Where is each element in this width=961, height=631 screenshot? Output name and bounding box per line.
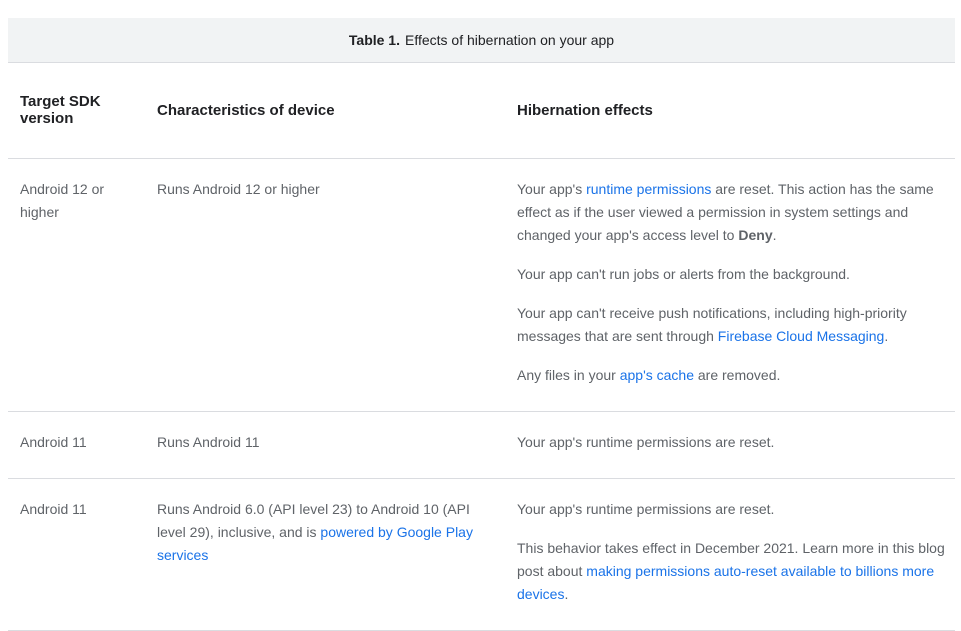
text-segment: This behavior takes effect in December 2021. Learn more in this blog post about: [517, 539, 945, 579]
link-runtime-permissions[interactable]: runtime permissions: [586, 180, 712, 197]
column-header-target-sdk-version: Target SDK version: [8, 63, 145, 158]
cell-characteristics-of-device: [145, 478, 505, 630]
paragraph: [20, 431, 133, 454]
text-segment: Your app can't receive push notifications, including high-priority messages that are sent through: [517, 304, 907, 344]
docs-page: [8, 18, 955, 631]
paragraph: [20, 178, 133, 224]
cell-hibernation-effects: [505, 478, 955, 630]
paragraph: [157, 431, 493, 454]
text-segment: Your app's runtime permissions are reset.: [517, 433, 775, 450]
text-segment: .: [772, 226, 777, 243]
cell-characteristics-of-device: [145, 411, 505, 478]
text-segment: Android 11: [20, 500, 87, 517]
table-row: [8, 158, 955, 411]
cell-target-sdk-version: [8, 478, 145, 630]
text-segment: Any files in your: [517, 366, 620, 383]
text-segment: Your app's: [517, 180, 587, 197]
paragraph: [157, 178, 493, 201]
hibernation-effects-table: [8, 63, 955, 631]
cell-characteristics-of-device: [145, 158, 505, 411]
table-row: [8, 478, 955, 630]
paragraph: [517, 537, 947, 606]
text-segment: Runs Android 6.0 (API level 23) to Android 10 (API level 29), inclusive, and is: [157, 500, 470, 540]
paragraph: [517, 302, 947, 348]
text-segment: .: [884, 327, 889, 344]
cell-target-sdk-version: [8, 158, 145, 411]
table-caption-number: Table 1.: [348, 32, 400, 48]
link-app-s-cache[interactable]: app's cache: [619, 366, 694, 383]
text-segment: Your app's runtime permissions are reset.: [517, 500, 775, 517]
text-segment: Runs Android 11: [157, 433, 260, 450]
table-caption-text: Effects of hibernation on your app: [404, 32, 615, 48]
cell-hibernation-effects: [505, 158, 955, 411]
table-caption: [8, 18, 955, 63]
text-segment: .: [564, 585, 569, 602]
cell-hibernation-effects: [505, 411, 955, 478]
paragraph: [157, 498, 493, 567]
bold-text-deny: Deny: [738, 226, 773, 243]
link-making-permissions-auto-reset-available-[interactable]: making permissions auto-reset available to billions more devices: [517, 562, 935, 602]
cell-target-sdk-version: [8, 411, 145, 478]
paragraph: [517, 364, 947, 387]
paragraph: [517, 498, 947, 521]
link-firebase-cloud-messaging[interactable]: Firebase Cloud Messaging: [717, 327, 885, 344]
paragraph: [517, 431, 947, 454]
paragraph: [517, 178, 947, 247]
table-row: [8, 411, 955, 478]
text-segment: are reset. This action has the same effect as if the user viewed a permission in system settings and changed your app's access level to: [517, 180, 934, 243]
paragraph: [20, 498, 133, 521]
text-segment: Runs Android 12 or higher: [157, 180, 320, 197]
text-segment: Android 12 or higher: [20, 180, 105, 220]
column-header-characteristics-of-device: Characteristics of device: [145, 63, 505, 158]
paragraph: [517, 263, 947, 286]
table-header-row: [8, 63, 955, 158]
text-segment: Your app can't run jobs or alerts from the background.: [517, 265, 850, 282]
column-header-hibernation-effects: Hibernation effects: [505, 63, 955, 158]
link-powered-by-google-play-services[interactable]: powered by Google Play services: [157, 523, 473, 563]
text-segment: are removed.: [694, 366, 781, 383]
text-segment: Android 11: [20, 433, 87, 450]
